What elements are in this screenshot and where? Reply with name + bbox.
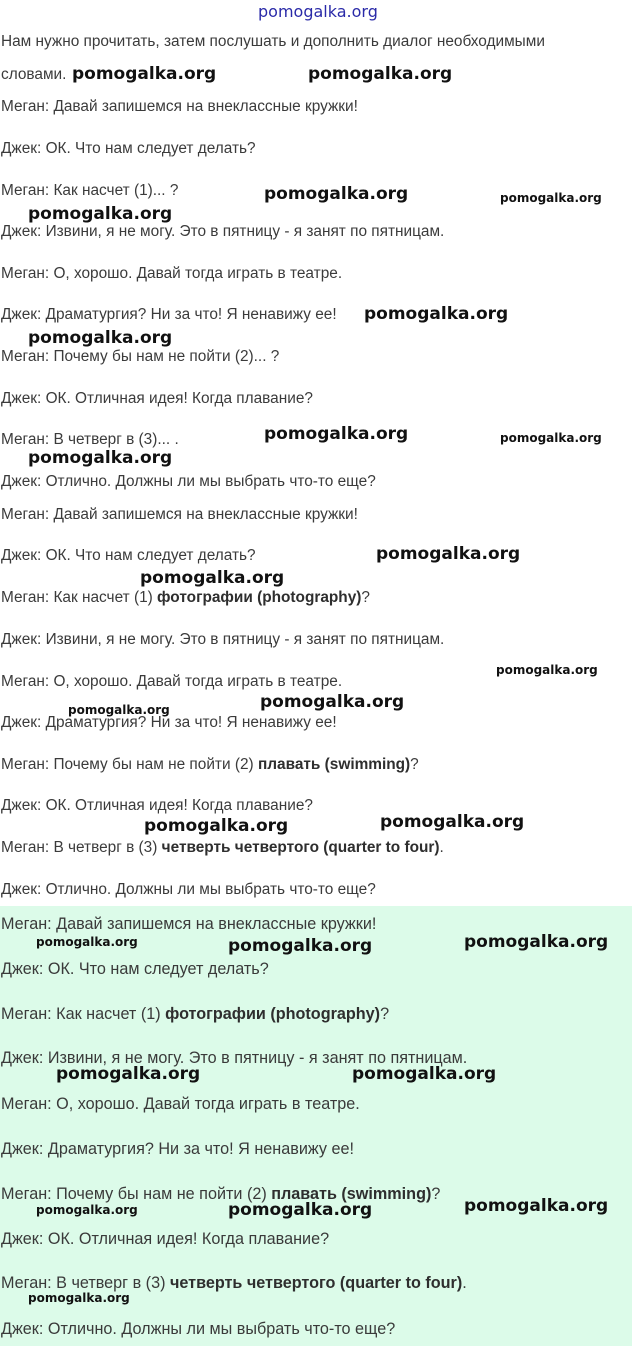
dialog-blank-line: Джек: ОК. Отличная идея! Когда плавание? xyxy=(1,390,313,407)
watermark: pomogalka.org xyxy=(228,936,373,956)
dialog-filled-line: Меган: Давай запишемся на внеклассные кружки! xyxy=(1,506,358,523)
panel-line: Меган: О, хорошо. Давай тогда играть в театре. xyxy=(1,1095,360,1113)
answer-1: фотографии (photography) xyxy=(157,589,362,606)
watermark: pomogalka.org xyxy=(500,431,602,445)
watermark: pomogalka.org xyxy=(68,703,170,717)
watermark: pomogalka.org xyxy=(228,1200,373,1220)
dialog-filled-line: Джек: Отлично. Должны ли мы выбрать что-то еще? xyxy=(1,881,376,898)
watermark: pomogalka.org xyxy=(28,328,173,348)
watermark: pomogalka.org xyxy=(364,304,509,324)
dialog-filled-line: Джек: ОК. Отличная идея! Когда плавание? xyxy=(1,797,313,814)
dialog-blank-line: Меган: Почему бы нам не пойти (2)... ? xyxy=(1,348,280,365)
watermark: pomogalka.org xyxy=(264,424,409,444)
panel-line: Меган: Почему бы нам не пойти (2) плавать (swimming)? xyxy=(1,1185,441,1203)
dialog-blank-line: Меган: Давай запишемся на внеклассные кружки! xyxy=(1,98,358,115)
watermark: pomogalka.org xyxy=(140,568,285,588)
watermark: pomogalka.org xyxy=(464,1196,609,1216)
watermark: pomogalka.org xyxy=(376,544,521,564)
dialog-filled-line: Джек: Драматургия? Ни за что! Я ненавижу ее! xyxy=(1,714,337,731)
answer-3: четверть четвертого (quarter to four) xyxy=(161,839,440,856)
watermark: pomogalka.org xyxy=(36,935,138,949)
watermark: pomogalka.org xyxy=(36,1203,138,1217)
watermark: pomogalka.org xyxy=(260,692,405,712)
panel-line: Джек: Отлично. Должны ли мы выбрать что-то еще? xyxy=(1,1320,396,1338)
dialog-blank-line: Меган: О, хорошо. Давай тогда играть в театре. xyxy=(1,265,343,282)
dialog-blank-line: Меган: Как насчет (1)... ? xyxy=(1,182,179,199)
watermark: pomogalka.org xyxy=(380,812,525,832)
watermark: pomogalka.org xyxy=(56,1064,201,1084)
panel-line: Меган: Давай запишемся на внеклассные кружки! xyxy=(1,915,377,933)
dialog-filled-line: Джек: Извини, я не могу. Это в пятницу - я занят по пятницам. xyxy=(1,631,445,648)
watermark: pomogalka.org xyxy=(28,1291,130,1305)
dialog-blank-line: Джек: Извини, я не могу. Это в пятницу - я занят по пятницам. xyxy=(1,223,445,240)
watermark: pomogalka.org xyxy=(496,663,598,677)
watermark: pomogalka.org xyxy=(352,1064,497,1084)
panel-answer-3: четверть четвертого (quarter to four) xyxy=(169,1274,463,1292)
watermark: pomogalka.org xyxy=(28,448,173,468)
dialog-filled-line: Джек: ОК. Что нам следует делать? xyxy=(1,547,256,564)
panel-line: Меган: В четверг в (3) четверть четвертого (quarter to four). xyxy=(1,1274,467,1292)
answer-2: плавать (swimming) xyxy=(257,756,411,773)
dialog-filled-line: Меган: В четверг в (3) четверть четвертого (quarter to four). xyxy=(1,839,444,856)
instruction-line-2: словами. xyxy=(1,66,67,83)
instruction-line-1: Нам нужно прочитать, затем послушать и дополнить диалог необходимыми xyxy=(1,33,545,50)
dialog-filled-line: Меган: Как насчет (1) фотографии (photography)? xyxy=(1,589,370,606)
watermark: pomogalka.org xyxy=(500,191,602,205)
dialog-blank-line: Джек: Драматургия? Ни за что! Я ненавижу ее! xyxy=(1,306,337,323)
watermark-top: pomogalka.org xyxy=(258,2,378,21)
watermark: pomogalka.org xyxy=(308,64,453,84)
panel-line: Джек: Извини, я не могу. Это в пятницу - я занят по пятницам. xyxy=(1,1049,468,1067)
watermark: pomogalka.org xyxy=(144,816,289,836)
panel-answer-2: плавать (swimming) xyxy=(271,1185,432,1203)
dialog-filled-line: Меган: Почему бы нам не пойти (2) плавать (swimming)? xyxy=(1,756,419,773)
dialog-filled-line: Меган: О, хорошо. Давай тогда играть в театре. xyxy=(1,673,343,690)
panel-answer-1: фотографии (photography) xyxy=(165,1005,381,1023)
panel-line: Джек: ОК. Отличная идея! Когда плавание? xyxy=(1,1230,330,1248)
watermark: pomogalka.org xyxy=(28,204,173,224)
watermark: pomogalka.org xyxy=(464,932,609,952)
dialog-blank-line: Джек: Отлично. Должны ли мы выбрать что-то еще? xyxy=(1,473,376,490)
panel-line: Меган: Как насчет (1) фотографии (photography)? xyxy=(1,1005,390,1023)
dialog-blank-line: Меган: В четверг в (3)... . xyxy=(1,431,179,448)
watermark: pomogalka.org xyxy=(72,64,217,84)
dialog-blank-line: Джек: ОК. Что нам следует делать? xyxy=(1,140,256,157)
panel-line: Джек: ОК. Что нам следует делать? xyxy=(1,960,269,978)
watermark: pomogalka.org xyxy=(264,184,409,204)
panel-line: Джек: Драматургия? Ни за что! Я ненавижу ее! xyxy=(1,1140,354,1158)
